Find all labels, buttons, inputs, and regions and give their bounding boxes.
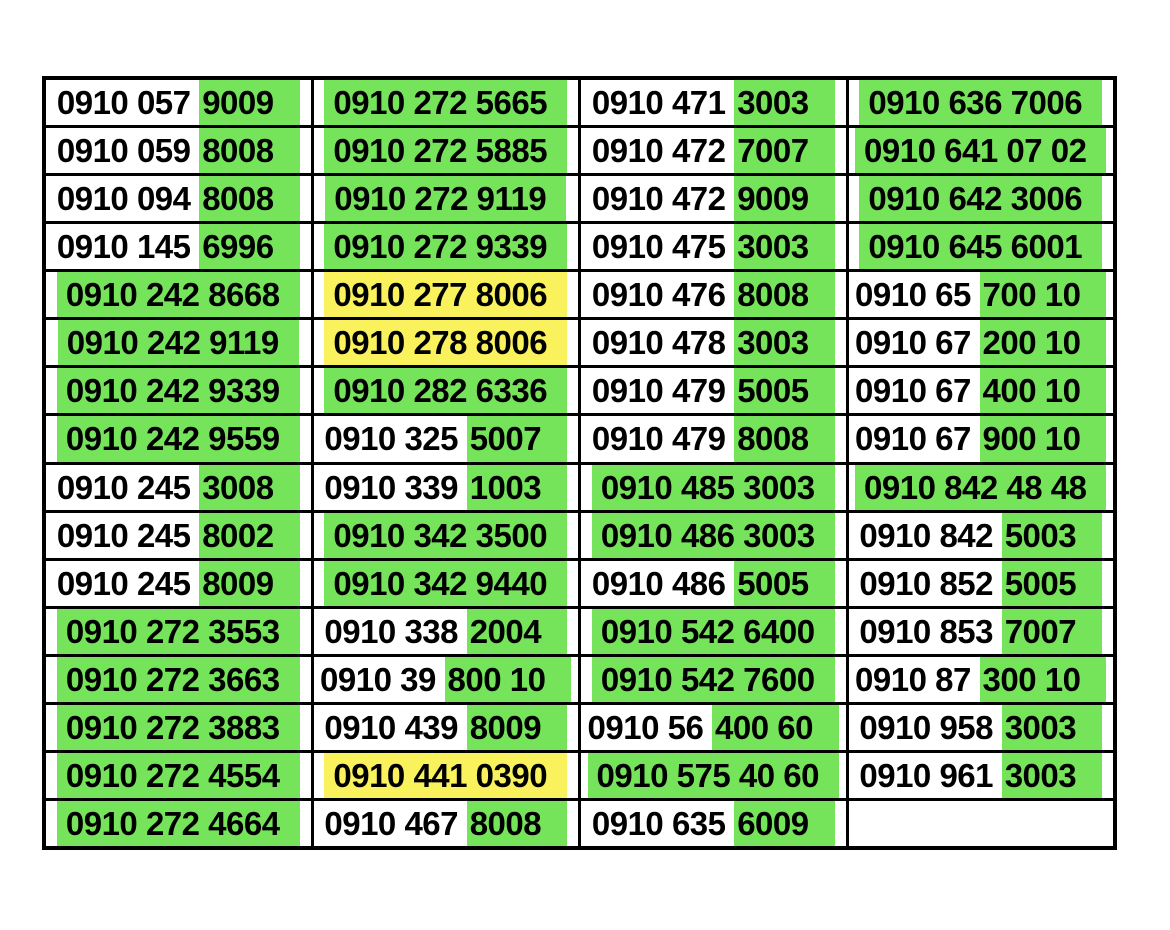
highlighted-digits: 8008 [199, 176, 299, 221]
highlighted-digits: 8002 [199, 513, 299, 558]
phone-cell-r4c3 [581, 224, 846, 269]
highlighted-digits: 8009 [199, 561, 299, 606]
phone-cell-r3c2 [314, 176, 579, 221]
highlighted-digits: 0910 485 3003 [592, 465, 835, 510]
phone-cell-r7c3 [581, 368, 846, 413]
phone-number-prefix: 0910 475 [591, 228, 735, 266]
highlighted-digits: 9009 [734, 176, 834, 221]
phone-cell-r7c4 [849, 368, 1114, 413]
highlighted-digits: 200 10 [980, 320, 1107, 365]
highlighted-digits: 0910 636 7006 [859, 80, 1102, 125]
highlighted-digits: 0910 242 9339 [57, 368, 300, 413]
phone-number-prefix: 0910 467 [324, 804, 467, 842]
phone-cell-r1c2 [314, 80, 579, 125]
highlighted-digits: 0910 272 5665 [324, 80, 567, 125]
highlighted-digits: 3003 [734, 80, 834, 125]
phone-cell-r4c4 [849, 224, 1114, 269]
phone-cell-r11c2 [314, 561, 579, 606]
phone-number-prefix: 0910 245 [56, 516, 200, 554]
phone-cell-r5c3 [581, 272, 846, 317]
highlighted-digits: 8008 [734, 416, 834, 461]
phone-cell-r11c3 [581, 561, 846, 606]
phone-number-prefix: 0910 472 [591, 180, 735, 218]
phone-cell-r13c2 [314, 657, 579, 702]
highlighted-digits: 0910 242 9559 [57, 416, 300, 461]
highlighted-digits: 3008 [199, 465, 299, 510]
phone-cell-r16c1 [46, 801, 311, 846]
phone-cell-r1c3 [581, 80, 846, 125]
phone-cell-r15c3 [581, 753, 846, 798]
highlighted-digits: 0910 486 3003 [592, 513, 835, 558]
phone-number-table [42, 76, 1117, 850]
highlighted-digits: 5005 [734, 561, 834, 606]
phone-cell-r2c1 [46, 128, 311, 173]
highlighted-digits: 1003 [467, 465, 567, 510]
highlighted-digits: 7007 [734, 128, 834, 173]
highlighted-digits: 0910 575 40 60 [588, 753, 839, 798]
highlighted-digits: 3003 [1002, 753, 1102, 798]
phone-cell-r3c1 [46, 176, 311, 221]
highlighted-digits: 800 10 [445, 657, 572, 702]
phone-cell-r7c2 [314, 368, 579, 413]
highlighted-digits: 5005 [734, 368, 834, 413]
phone-number-prefix: 0910 852 [859, 564, 1002, 602]
phone-number-prefix: 0910 339 [324, 468, 467, 506]
phone-number-prefix: 0910 478 [591, 324, 735, 362]
phone-cell-r15c4 [849, 753, 1114, 798]
highlighted-digits: 0910 272 9339 [324, 224, 567, 269]
phone-cell-r8c2 [314, 416, 579, 461]
highlighted-digits: 3003 [1002, 705, 1102, 750]
highlighted-digits: 0910 342 3500 [324, 513, 567, 558]
phone-cell-r10c4 [849, 513, 1114, 558]
phone-cell-r1c4 [849, 80, 1114, 125]
highlighted-digits: 0910 272 5885 [324, 128, 567, 173]
phone-cell-r13c1 [46, 657, 311, 702]
phone-cell-r14c1 [46, 705, 311, 750]
phone-number-prefix: 0910 67 [855, 372, 980, 410]
phone-number-prefix: 0910 479 [591, 420, 735, 458]
phone-cell-r11c1 [46, 561, 311, 606]
phone-number-prefix: 0910 65 [855, 276, 980, 314]
phone-cell-r9c3 [581, 465, 846, 510]
phone-cell-r14c4 [849, 705, 1114, 750]
phone-number-prefix: 0910 958 [859, 708, 1002, 746]
phone-cell-r5c4 [849, 272, 1114, 317]
highlighted-digits: 0910 242 9119 [58, 320, 299, 365]
highlighted-digits: 400 60 [712, 705, 839, 750]
phone-cell-r12c3 [581, 609, 846, 654]
highlighted-digits: 0910 242 8668 [57, 272, 300, 317]
phone-cell-r15c1 [46, 753, 311, 798]
highlighted-digits: 5003 [1002, 513, 1102, 558]
highlighted-digits: 0910 842 48 48 [855, 465, 1106, 510]
highlighted-digits: 700 10 [980, 272, 1107, 317]
phone-cell-r3c4 [849, 176, 1114, 221]
highlighted-digits: 6996 [199, 224, 299, 269]
phone-number-prefix: 0910 325 [324, 420, 467, 458]
highlighted-digits: 300 10 [980, 657, 1107, 702]
phone-number-prefix: 0910 961 [859, 756, 1002, 794]
phone-cell-r5c2 [314, 272, 579, 317]
phone-cell-r15c2 [314, 753, 579, 798]
phone-cell-r4c1 [46, 224, 311, 269]
phone-cell-r4c2 [314, 224, 579, 269]
phone-number-prefix: 0910 439 [324, 708, 467, 746]
phone-cell-r8c3 [581, 416, 846, 461]
phone-cell-r16c3 [581, 801, 846, 846]
phone-cell-r16c2 [314, 801, 579, 846]
highlighted-digits: 9009 [199, 80, 299, 125]
phone-cell-r2c4 [849, 128, 1114, 173]
phone-cell-r5c1 [46, 272, 311, 317]
phone-cell-r13c4 [849, 657, 1114, 702]
phone-cell-r12c2 [314, 609, 579, 654]
phone-number-prefix: 0910 479 [591, 372, 735, 410]
phone-number-prefix: 0910 145 [56, 228, 200, 266]
highlighted-digits: 0910 272 3663 [57, 657, 300, 702]
highlighted-digits: 5007 [467, 416, 567, 461]
phone-cell-r6c1 [46, 320, 311, 365]
highlighted-digits: 8008 [467, 801, 567, 846]
phone-cell-r12c4 [849, 609, 1114, 654]
phone-number-prefix: 0910 67 [855, 324, 980, 362]
phone-number-prefix: 0910 476 [591, 276, 735, 314]
highlighted-digits: 0910 272 3553 [57, 609, 300, 654]
phone-cell-r10c2 [314, 513, 579, 558]
highlighted-digits: 900 10 [980, 416, 1107, 461]
phone-number-prefix: 0910 87 [855, 660, 980, 698]
highlighted-digits: 0910 441 0390 [324, 753, 567, 798]
highlighted-digits: 0910 272 3883 [57, 705, 300, 750]
phone-cell-r8c1 [46, 416, 311, 461]
phone-number-prefix: 0910 39 [320, 660, 445, 698]
highlighted-digits: 0910 278 8006 [324, 320, 567, 365]
highlighted-digits: 0910 641 07 02 [855, 128, 1106, 173]
phone-number-prefix: 0910 471 [591, 84, 735, 122]
phone-cell-r2c2 [314, 128, 579, 173]
phone-cell-r2c3 [581, 128, 846, 173]
phone-cell-r14c2 [314, 705, 579, 750]
phone-number-prefix: 0910 67 [855, 420, 980, 458]
phone-number-prefix: 0910 057 [56, 84, 200, 122]
phone-cell-r16c4 [849, 801, 1114, 846]
highlighted-digits: 0910 272 4664 [57, 801, 300, 846]
phone-number-prefix: 0910 245 [56, 468, 200, 506]
phone-number-prefix: 0910 245 [56, 564, 200, 602]
phone-cell-r12c1 [46, 609, 311, 654]
phone-number-prefix: 0910 842 [859, 516, 1002, 554]
highlighted-digits: 8008 [199, 128, 299, 173]
phone-cell-r1c1 [46, 80, 311, 125]
highlighted-digits: 2004 [467, 609, 567, 654]
phone-cell-r11c4 [849, 561, 1114, 606]
phone-cell-r14c3 [581, 705, 846, 750]
phone-number-prefix: 0910 635 [591, 804, 735, 842]
phone-number-prefix: 0910 472 [591, 132, 735, 170]
phone-cell-r9c1 [46, 465, 311, 510]
highlighted-digits: 400 10 [980, 368, 1107, 413]
phone-cell-r6c2 [314, 320, 579, 365]
highlighted-digits: 0910 542 6400 [592, 609, 835, 654]
phone-cell-r13c3 [581, 657, 846, 702]
highlighted-digits: 0910 342 9440 [324, 561, 567, 606]
phone-number-prefix: 0910 486 [591, 564, 735, 602]
highlighted-digits: 0910 542 7600 [592, 657, 835, 702]
phone-number-prefix: 0910 853 [859, 612, 1002, 650]
highlighted-digits: 8009 [467, 705, 567, 750]
phone-cell-r6c4 [849, 320, 1114, 365]
highlighted-digits: 6009 [734, 801, 834, 846]
highlighted-digits: 0910 272 4554 [57, 753, 300, 798]
phone-number-prefix: 0910 059 [56, 132, 200, 170]
highlighted-digits: 0910 645 6001 [859, 224, 1102, 269]
highlighted-digits: 8008 [734, 272, 834, 317]
highlighted-digits: 0910 282 6336 [324, 368, 567, 413]
phone-cell-r10c3 [581, 513, 846, 558]
highlighted-digits: 3003 [734, 320, 834, 365]
highlighted-digits: 0910 277 8006 [324, 272, 567, 317]
phone-cell-r9c2 [314, 465, 579, 510]
phone-cell-r6c3 [581, 320, 846, 365]
phone-number-prefix: 0910 56 [587, 708, 713, 746]
phone-number-prefix: 0910 094 [56, 180, 200, 218]
highlighted-digits: 0910 272 9119 [325, 176, 566, 221]
phone-cell-r9c4 [849, 465, 1114, 510]
highlighted-digits: 3003 [734, 224, 834, 269]
phone-cell-r3c3 [581, 176, 846, 221]
highlighted-digits: 0910 642 3006 [859, 176, 1102, 221]
phone-cell-r10c1 [46, 513, 311, 558]
highlighted-digits: 5005 [1002, 561, 1102, 606]
highlighted-digits: 7007 [1002, 609, 1102, 654]
phone-cell-r8c4 [849, 416, 1114, 461]
phone-number-prefix: 0910 338 [324, 612, 467, 650]
phone-cell-r7c1 [46, 368, 311, 413]
